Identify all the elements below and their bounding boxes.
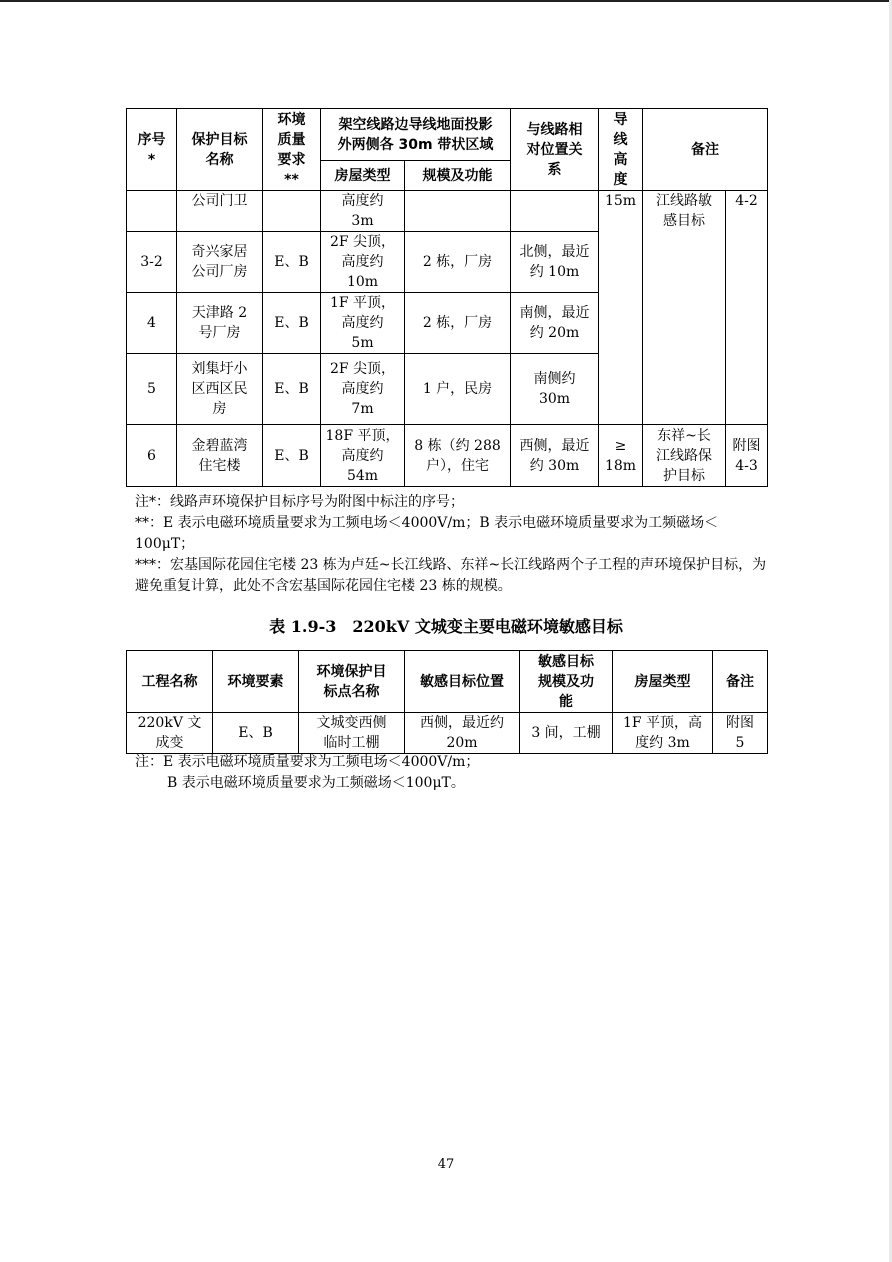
header-house-type: 房屋类型: [613, 651, 713, 713]
header-remark: 备注: [643, 109, 768, 191]
table-row: [127, 425, 768, 487]
protection-target-table: [126, 108, 768, 487]
cell-seq: 4: [127, 293, 177, 354]
cell-scale: 1 户，民房: [405, 354, 511, 425]
cell-target-scale: 3 间，工棚: [520, 713, 613, 754]
cell-position: 南侧约 30m: [511, 354, 599, 425]
header-scale-function: 规模及功能: [405, 161, 511, 191]
cell-house: 2F 尖顶， 高度约 10m: [321, 232, 405, 293]
cell-name: 奇兴家居 公司厂房: [177, 232, 263, 293]
cell-house: 2F 尖顶， 高度约 7m: [321, 354, 405, 425]
cell-env: E、B: [263, 232, 321, 293]
table2-notes: [135, 752, 770, 794]
header-remark: 备注: [713, 651, 768, 713]
cell-seq: 5: [127, 354, 177, 425]
cell-scale: 2 栋，厂房: [405, 293, 511, 354]
header-relative-position: 与线路相 对位置关 系: [511, 109, 599, 191]
cell-ref: 4-2: [726, 191, 768, 425]
table-row: [127, 191, 768, 232]
cell-remark: 附图 5: [713, 713, 768, 754]
sensitive-target-table: [126, 650, 768, 754]
cell-env: E、B: [263, 293, 321, 354]
page-number: 47: [437, 1157, 455, 1172]
cell-house: 18F 平顶， 高度约 54m: [321, 425, 405, 487]
table-row: [127, 713, 768, 754]
cell-name: 公司门卫: [177, 191, 263, 232]
header-seq: 序号 *: [127, 109, 177, 191]
cell-house: 高度约 3m: [321, 191, 405, 232]
cell-scale: 8 栋（约 288 户），住宅: [405, 425, 511, 487]
cell-env: E、B: [263, 354, 321, 425]
header-target-location: 敏感目标位置: [405, 651, 520, 713]
cell-position: [511, 191, 599, 232]
cell-scale: [405, 191, 511, 232]
cell-env: E、B: [263, 425, 321, 487]
header-target-name: 保护目标 名称: [177, 109, 263, 191]
cell-height: ≥ 18m: [599, 425, 643, 487]
header-env-factor: 环境要素: [213, 651, 299, 713]
note-line: ***：宏基国际花园住宅楼 23 栋为卢廷~长江线路、东祥~长江线路两个子工程的声环境保护目标，为避免重复计算，此处不含宏基国际花园住宅楼 23 栋的规模。: [135, 557, 767, 594]
note-line: **：E 表示电磁环境质量要求为工频电场＜4000V/m；B 表示电磁环境质量要求为工频磁场＜100μT；: [135, 515, 719, 552]
header-wire-height: 导 线 高 度: [599, 109, 643, 191]
header-protection-point: 环境保护目 标点名称: [299, 651, 405, 713]
cell-scale: 2 栋，厂房: [405, 232, 511, 293]
cell-house-type: 1F 平顶，高 度约 3m: [613, 713, 713, 754]
note-line: 注：E 表示电磁环境质量要求为工频电场＜4000V/m；: [135, 754, 480, 770]
cell-env: [263, 191, 321, 232]
cell-target-location: 西侧，最近约 20m: [405, 713, 520, 754]
cell-env-factor: E、B: [213, 713, 299, 754]
cell-remark: 江线路敏 感目标: [643, 191, 726, 425]
cell-position: 西侧，最近 约 30m: [511, 425, 599, 487]
header-env-requirement: 环境 质量 要求 **: [263, 109, 321, 191]
note-line: B 表示电磁环境质量要求为工频磁场＜100μT。: [167, 775, 465, 791]
header-project-name: 工程名称: [127, 651, 213, 713]
cell-protection-point: 文城变西侧 临时工棚: [299, 713, 405, 754]
cell-name: 金碧蓝湾 住宅楼: [177, 425, 263, 487]
cell-height: 15m: [599, 191, 643, 425]
cell-ref: 附图 4-3: [726, 425, 768, 487]
table1-notes: [135, 492, 770, 597]
cell-position: 北侧，最近 约 10m: [511, 232, 599, 293]
page-top-border: [0, 0, 892, 2]
cell-name: 天津路 2 号厂房: [177, 293, 263, 354]
cell-name: 刘集圩小 区西区民 房: [177, 354, 263, 425]
cell-house: 1F 平顶， 高度约 5m: [321, 293, 405, 354]
header-house-type: 房屋类型: [321, 161, 405, 191]
cell-seq: 3-2: [127, 232, 177, 293]
table2-caption: 表 1.9-3 220kV 文城变主要电磁环境敏感目标: [269, 617, 623, 636]
header-strip-area: 架空线路边导线地面投影 外两侧各 30m 带状区域: [321, 109, 511, 161]
cell-seq: 6: [127, 425, 177, 487]
note-line: 注*：线路声环境保护目标序号为附图中标注的序号；: [135, 494, 464, 510]
cell-position: 南侧，最近 约 20m: [511, 293, 599, 354]
cell-project-name: 220kV 文 成变: [127, 713, 213, 754]
header-target-scale: 敏感目标 规模及功 能: [520, 651, 613, 713]
cell-seq: [127, 191, 177, 232]
cell-remark: 东祥~长 江线路保 护目标: [643, 425, 726, 487]
